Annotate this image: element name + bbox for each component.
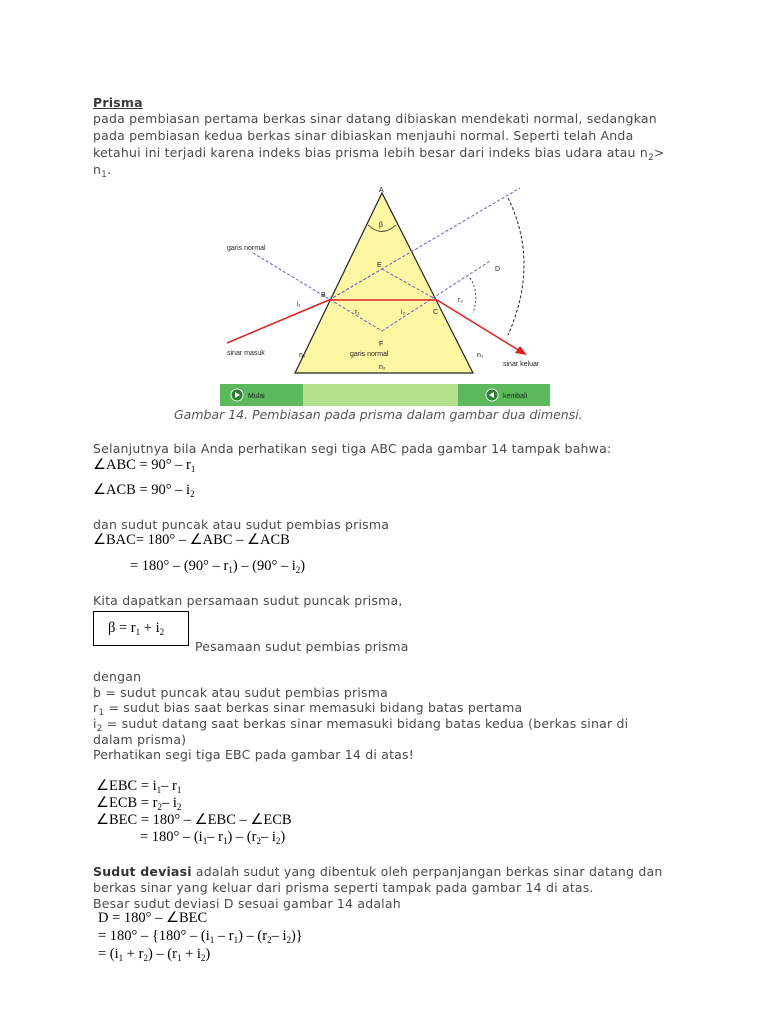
apex-intro: dan sudut puncak atau sudut pembias prisma [93,517,390,532]
deviation-equation-3: = $(i_1 + r_2) - (r_1 + i_2)$ [98,946,211,963]
equation-bac-expanded: = $180^\circ - (90^\circ - r_1) - (90^\circ - i_2)$ [130,558,306,575]
start-button-label: Mulai [248,393,265,400]
label-f: F [379,341,384,348]
defs-dengan: dengan [93,669,142,684]
label-i2: i₂ [401,309,406,316]
label-garis-normal-left: garis normal [227,245,266,252]
label-n1-right: n₁ [477,352,484,359]
def-r1: $r_1$ = sudut bias saat berkas sinar memasuki bidang batas pertama [93,700,523,718]
r2-arc [470,278,476,313]
apex-result-intro: Kita dapatkan persamaan sudut puncak prisma, [93,593,403,608]
figure-nav-middle [303,384,458,406]
def-i2: $i_2$ = sudut datang saat berkas sinar memasuki bidang batas kedua (berkas sinar di [93,716,629,734]
label-n1-left: n₁ [299,352,306,359]
equation-bec-expanded: = $180^\circ - (i_1-$ $r_1) - (r_2-$ $i_2$) [140,829,286,846]
back-button-label: kembali [503,393,528,400]
label-d: D [495,266,501,273]
deviation-line-3: Besar sudut deviasi D sesuai gambar 14 adalah [93,896,401,911]
page-title: Prisma [93,95,143,110]
deviation-arc [508,198,524,335]
apex-equation-label: Pesamaan sudut pembias prisma [195,639,409,654]
prism-triangle [295,193,473,373]
equation-ebc: ∠EBC = $i_1-$ $r_1$ [96,778,182,795]
label-r2: r₂ [458,297,464,304]
ebc-intro: Perhatikan segi tiga EBC pada gambar 14 di atas! [93,747,414,762]
label-a: A [379,187,384,194]
label-b: B [321,292,326,299]
outgoing-ray-arrowhead [515,346,527,355]
deviation-line-2: berkas sinar yang keluar dari prisma seperti tampak pada gambar 14 di atas. [93,880,594,895]
def-i2-cont: dalam prisma) [93,732,187,747]
label-i1: i₁ [297,301,301,308]
equation-acb: ∠ACB = $90^\circ - i_2$ [93,482,195,499]
equation-bec: ∠BEC = 180° – ∠EBC – ∠ECB [96,812,292,828]
label-e: E [377,262,382,269]
apex-equation-box: $\beta = r_1 + i_2$ [93,611,189,646]
intro-line-3: ketahui ini terjadi karena indeks bias prisma lebih besar dari indeks bias udara atau $n_2>$ [93,145,665,163]
deviation-equation-1: D = 180° – ∠BEC [98,910,208,926]
label-r1: r₁ [355,309,360,316]
label-n2: n₂ [379,364,386,371]
intro-line-2: pada pembiasan kedua berkas sinar dibiaskan menjauhi normal. Seperti telah Anda [93,128,634,143]
equation-bac: ∠BAC= 180° – ∠ABC – ∠ACB [93,532,290,548]
label-sinar-masuk: sinar masuk [227,350,265,357]
intro-line-4: $n_1$. [93,162,112,180]
prism-figure [215,183,555,408]
intro-line-1: pada pembiasan pertama berkas sinar datang dibiaskan mendekati normal, sedangkan [93,111,657,126]
def-b: b = sudut puncak atau sudut pembias prisma [93,685,388,700]
equation-ecb: ∠ECB = $r_2-$ $i_2$ [96,795,182,812]
equation-abc: ∠ABC = $90^\circ - r_1$ [93,457,196,474]
label-beta: β [379,222,384,229]
deviation-line-1: Sudut deviasi adalah sudut yang dibentuk oleh perpanjangan berkas sinar datang dan [93,864,663,879]
label-sinar-keluar: sinar keluar [503,361,540,368]
triangle-intro: Selanjutnya bila Anda perhatikan segi tiga ABC pada gambar 14 tampak bahwa: [93,441,612,456]
deviation-equation-2: = $180^\circ - \{180^\circ - (i_1 - r_1) - (r_2-$ $i_2$)} [98,928,303,945]
figure-caption: Gambar 14. Pembiasan pada prisma dalam gambar dua dimensi. [174,407,583,422]
label-garis-normal-bottom: garis normal [350,351,389,358]
label-c: C [433,309,439,316]
